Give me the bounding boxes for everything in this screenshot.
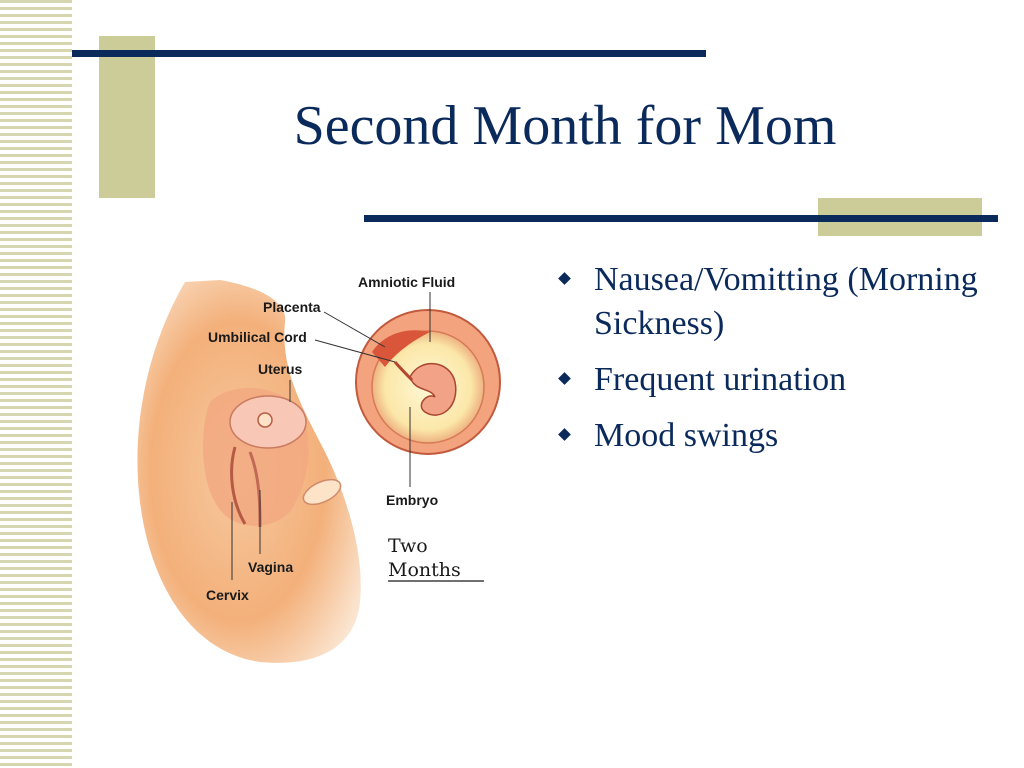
- leader-line: [324, 312, 385, 347]
- label-uterus: Uterus: [258, 361, 303, 377]
- diamond-bullet-icon: [558, 428, 571, 441]
- bullet-item: [556, 258, 996, 346]
- label-embryo: Embryo: [386, 492, 439, 508]
- bullet-text: Nausea/Vomitting (Morning Sickness): [594, 261, 978, 342]
- caption-line-2: Months: [388, 559, 461, 581]
- left-stripe-border: [0, 0, 72, 768]
- title-rule-top: [72, 50, 706, 57]
- bullet-item: [556, 358, 996, 402]
- label-cervix: Cervix: [206, 587, 249, 603]
- early-embryo-dot: [258, 413, 272, 427]
- label-amniotic-fluid: Amniotic Fluid: [358, 274, 456, 290]
- pregnancy-anatomy-illustration: [110, 262, 510, 672]
- bullet-list: [556, 258, 996, 470]
- bullet-text: Frequent urination: [594, 361, 847, 398]
- bullet-text: Mood swings: [594, 417, 779, 454]
- label-vagina: Vagina: [248, 559, 294, 575]
- label-umbilical-cord: Umbilical Cord: [208, 329, 307, 345]
- caption-line-1: Two: [388, 535, 428, 557]
- decorative-tan-block-top: [99, 36, 155, 198]
- bullet-item: [556, 414, 996, 458]
- slide-title: Second Month for Mom: [293, 95, 837, 157]
- diamond-bullet-icon: [558, 372, 571, 385]
- title-rule-bottom: [364, 215, 998, 222]
- diamond-bullet-icon: [558, 272, 571, 285]
- label-placenta: Placenta: [263, 299, 321, 315]
